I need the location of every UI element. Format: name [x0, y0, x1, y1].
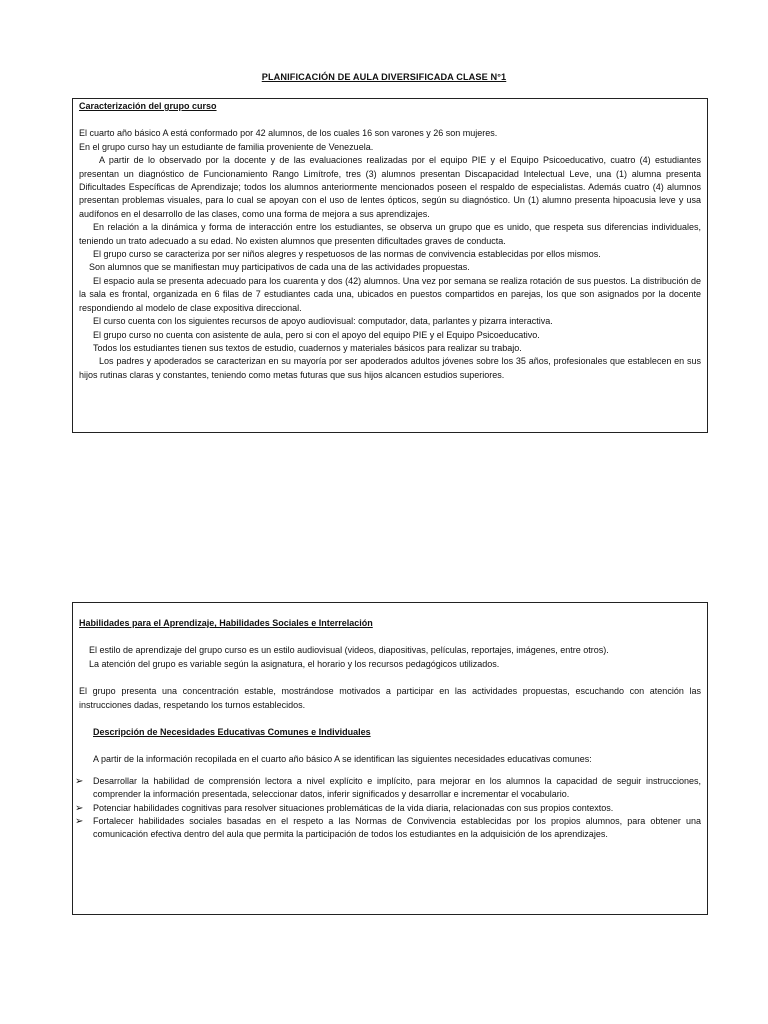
need-text: Fortalecer habilidades sociales basadas en el respeto a las Normas de Convivencia establecidas por los propios alumnos, para obtener una comunicación efectiva dentro del aula que permita la participación de todos los estudiantes en la adquisición de los aprendizajes. [93, 816, 701, 840]
list-item [75, 802, 701, 815]
skills-box [72, 602, 708, 915]
paragraph: La atención del grupo es variable según la asignatura, el horario y los recursos pedagógicos utilizados. [89, 658, 500, 669]
paragraph: Los padres y apoderados se caracterizan en su mayoría por ser apoderados adultos jóvenes sobre los 35 años, profesionales que establecen en sus hijos rutinas claras y constantes, teniendo como metas futuras que sus hijos alcancen estudios superiores. [79, 356, 701, 380]
group-characterization-box [72, 98, 708, 433]
paragraph: Todos los estudiantes tienen sus textos de estudio, cuadernos y materiales básicos para realizar su trabajo. [93, 342, 522, 353]
paragraph: El cuarto año básico A está conformado por 42 alumnos, de los cuales 16 son varones y 26 son mujeres. [79, 128, 498, 139]
paragraph: El estilo de aprendizaje del grupo curso es un estilo audiovisual (videos, diapositivas, películas, reportajes, imágenes, entre otros). [89, 645, 609, 656]
section-heading: Habilidades para el Aprendizaje, Habilidades Sociales e Interrelación [79, 618, 373, 628]
list-item [75, 815, 701, 842]
paragraph: El grupo curso se caracteriza por ser niños alegres y respetuosos de las normas de convivencia establecidas por ellos mismos. [93, 249, 601, 260]
list-item [75, 775, 701, 802]
paragraph: El espacio aula se presenta adecuado para los cuarenta y dos (42) alumnos. Una vez por semana se realiza rotación de sus puestos. La distribución de la sala es frontal, organizada en 6 filas de 7 estudiantes cada una, ubicados en puestos compartidos en parejas, los que son asignados por la docente respondiendo al modelo de clase expositiva direccional. [79, 275, 701, 313]
paragraph: A partir de lo observado por la docente y de las evaluaciones realizadas por el equipo PIE y el Equipo Psicoeducativo, cuatro (4) estudiantes presentan un diagnóstico de Funcionamiento Rango Limítrofe, tres (3) alumnos presentan Discapacidad Intelectual Leve, una (1) alumna presenta Dificultades Específicas de Aprendizaje; todos los alumnos anteriormente mencionados poseen el respaldo de especialistas. Además cuatro (4) alumnos presentan problemas visuales, para lo cual se apoyan con el uso de lentes ópticos, según su diagnóstico. Un (1) alumno presenta hipoacusia leve y usa audífonos en el desarrollo de las clases, como una forma de mejora a sus aprendizajes. [79, 155, 701, 219]
section-heading: Caracterización del grupo curso [79, 101, 217, 111]
need-text: Desarrollar la habilidad de comprensión lectora a nivel explícito e implícito, para mejorar en los alumnos la capacidad de seguir instrucciones, comprender la información presentada, seleccionar datos, inferir significados y desarrollar e incrementar el vocabulario. [93, 775, 701, 800]
page-title: PLANIFICACIÓN DE AULA DIVERSIFICADA CLASE N°1 [261, 72, 507, 82]
arrow-bullet-icon: ➢ [75, 816, 84, 828]
needs-list [75, 775, 701, 842]
paragraph: El curso cuenta con los siguientes recursos de apoyo audiovisual: computador, data, parlantes y pizarra interactiva. [93, 316, 553, 327]
paragraph: Son alumnos que se manifiestan muy participativos de cada una de las actividades propuestas. [89, 262, 470, 273]
paragraph: En relación a la dinámica y forma de interacción entre los estudiantes, se observa un grupo que es unido, que respeta sus diferencias individuales, teniendo un trato adecuado a su edad. No existen alumnos que presenten dificultades graves de conducta. [79, 222, 701, 246]
paragraph: El grupo curso no cuenta con asistente de aula, pero si con el apoyo del equipo PIE y el Equipo Psicoeducativo. [93, 329, 540, 340]
needs-intro: A partir de la información recopilada en el cuarto año básico A se identifican las siguientes necesidades educativas comunes: [93, 754, 592, 765]
need-text: Potenciar habilidades cognitivas para resolver situaciones problemáticas de la vida diaria, relacionadas con sus propios contextos. [93, 802, 614, 813]
arrow-bullet-icon: ➢ [75, 775, 84, 787]
paragraph: En el grupo curso hay un estudiante de familia proveniente de Venezuela. [79, 141, 374, 152]
paragraph: El grupo presenta una concentración estable, mostrándose motivados a participar en las actividades propuestas, escuchando con atención las instrucciones dadas, respetando los turnos establecidos. [79, 686, 701, 710]
arrow-bullet-icon: ➢ [75, 802, 84, 814]
needs-subheading: Descripción de Necesidades Educativas Comunes e Individuales [93, 727, 371, 738]
